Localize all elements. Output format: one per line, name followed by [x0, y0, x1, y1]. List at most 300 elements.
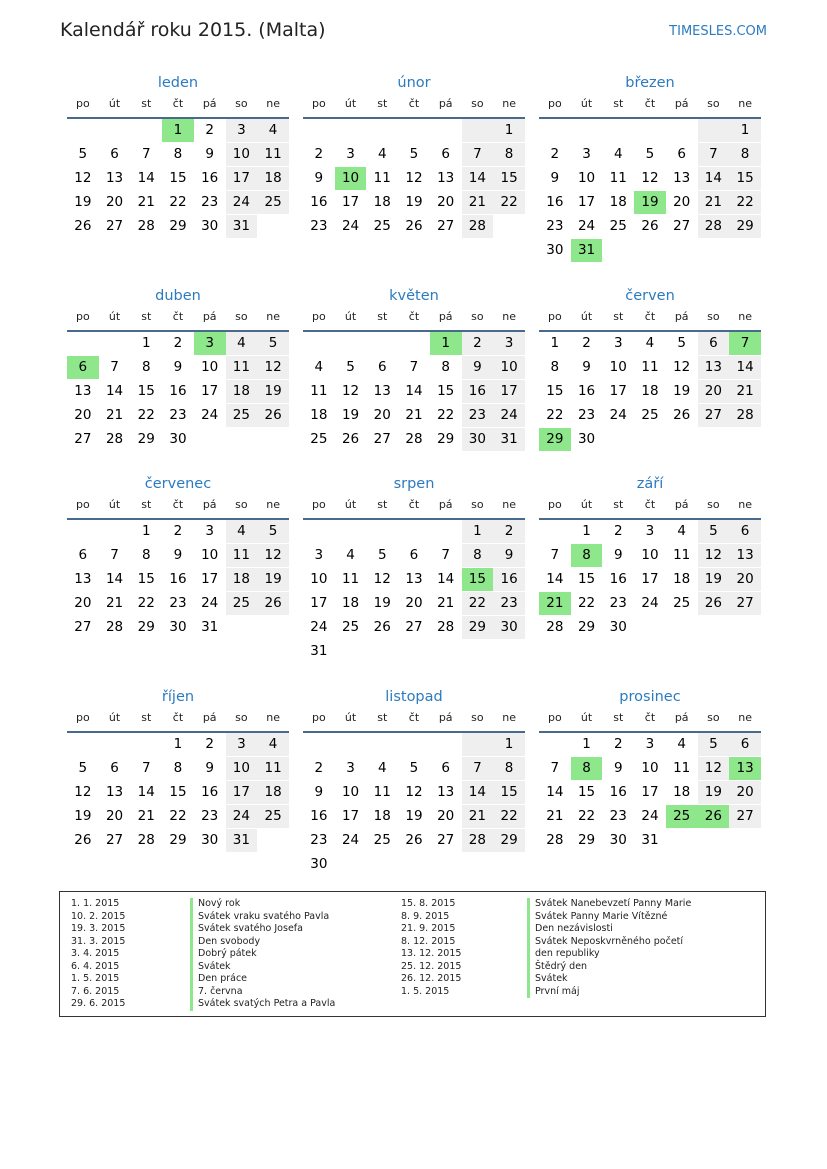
day-cell: 3: [613, 335, 623, 351]
weekday-label: pá: [202, 498, 217, 511]
weekday-label: út: [580, 498, 593, 511]
weekday-label: ne: [738, 711, 752, 724]
day-cell: 15: [137, 383, 155, 399]
day-cell: 2: [205, 736, 214, 752]
day-cell: 16: [609, 571, 627, 587]
day-cell: 9: [205, 760, 214, 776]
day-cell: 31: [641, 832, 659, 848]
weekday-label: pá: [438, 97, 453, 110]
day-cell: 2: [613, 523, 623, 539]
day-cell: 28: [698, 215, 730, 238]
day-cell: 17: [641, 784, 659, 800]
day-cell: 5: [645, 146, 655, 162]
day-cell: 4: [677, 523, 686, 539]
day-cell: 25: [373, 218, 391, 234]
day-cell: 5: [409, 146, 419, 162]
day-cell: 8: [173, 760, 183, 776]
day-cell: 29: [577, 832, 596, 848]
weekday-header: [539, 308, 761, 326]
holiday-day: 15: [462, 568, 494, 591]
day-cell: 12: [405, 784, 423, 800]
day-cell: 12: [74, 170, 92, 186]
day-cell: 24: [341, 832, 360, 848]
day-cell: 9: [205, 146, 214, 162]
day-cell: 24: [310, 619, 328, 635]
day-cell: 14: [105, 571, 124, 587]
day-cell: 13: [105, 784, 124, 800]
holiday-name: První máj: [535, 985, 580, 997]
day-cell: 28: [137, 218, 155, 234]
day-cell: 18: [310, 407, 328, 423]
day-cell: 28: [137, 832, 155, 848]
day-cell: 29: [462, 616, 494, 639]
weekday-label: čt: [408, 97, 420, 110]
day-cell: 7: [141, 760, 151, 776]
weekday-label: po: [311, 97, 326, 110]
weekday-header: [67, 308, 289, 326]
day-cell: 16: [493, 568, 525, 591]
day-cell: 2: [613, 736, 623, 752]
weekday-label: út: [580, 711, 593, 724]
weekday-label: čt: [408, 711, 420, 724]
day-cell: 14: [546, 571, 564, 587]
weekday-label: ne: [266, 310, 280, 323]
holiday-name: Svátek Neposkvrněného početí: [535, 935, 684, 947]
day-cell: 8: [493, 143, 525, 166]
day-cell: 18: [609, 194, 627, 210]
weekend-empty-cell: [462, 119, 494, 142]
day-cell: 28: [462, 829, 494, 852]
day-cell: 24: [201, 407, 219, 423]
month-name: květen: [389, 288, 439, 304]
day-cell: 19: [405, 808, 423, 824]
day-cell: 7: [441, 547, 450, 563]
day-cell: 26: [257, 592, 289, 615]
day-cell: 14: [137, 784, 155, 800]
day-cell: 7: [550, 547, 560, 563]
day-cell: 9: [550, 170, 560, 186]
day-cell: 7: [110, 547, 119, 563]
day-cell: 21: [462, 805, 494, 828]
day-cell: 11: [673, 547, 691, 563]
weekday-label: pá: [202, 711, 217, 724]
holiday-date: 29. 6. 2015: [71, 998, 126, 1009]
holiday-date: 19. 3. 2015: [71, 923, 126, 934]
day-cell: 20: [729, 568, 761, 591]
day-cell: 3: [346, 760, 355, 776]
holiday-day: 25: [666, 805, 698, 828]
weekday-label: út: [344, 97, 357, 110]
day-cell: 19: [257, 568, 289, 591]
weekday-label: út: [344, 310, 357, 323]
day-cell: 20: [437, 808, 455, 824]
weekday-label: st: [141, 97, 152, 110]
day-cell: 26: [74, 218, 92, 234]
day-cell: 8: [441, 359, 450, 375]
day-cell: 9: [314, 784, 324, 800]
weekday-label: so: [235, 97, 248, 110]
day-cell: 13: [698, 356, 730, 379]
day-cell: 24: [577, 218, 596, 234]
day-cell: 24: [201, 595, 219, 611]
day-cell: 11: [609, 170, 627, 186]
weekday-label: st: [377, 711, 388, 724]
holiday-date: 15. 8. 2015: [401, 898, 456, 909]
day-cell: 30: [609, 619, 627, 635]
weekday-label: so: [235, 310, 248, 323]
holiday-bar-right: [527, 898, 530, 998]
holiday-day: 1: [430, 332, 462, 355]
day-cell: 26: [373, 619, 391, 635]
month-name: leden: [157, 75, 199, 91]
day-cell: 7: [110, 359, 119, 375]
day-cell: 22: [169, 808, 187, 824]
weekday-label: po: [547, 498, 562, 511]
day-cell: 22: [493, 191, 525, 214]
day-cell: 28: [105, 431, 124, 447]
weekday-label: st: [377, 498, 388, 511]
day-cell: 4: [257, 119, 289, 142]
day-cell: 15: [577, 784, 596, 800]
holiday-date: 8. 12. 2015: [401, 935, 456, 947]
day-cell: 27: [729, 592, 761, 615]
day-cell: 1: [493, 119, 525, 142]
month-name: srpen: [393, 476, 435, 492]
day-cell: 8: [493, 757, 525, 780]
day-cell: 4: [377, 760, 387, 776]
day-cell: 14: [546, 784, 564, 800]
day-cell: 2: [493, 520, 525, 543]
holiday-name: Štědrý den: [535, 960, 588, 972]
day-cell: 4: [226, 332, 258, 355]
weekday-label: so: [471, 97, 484, 110]
day-cell: 8: [141, 547, 151, 563]
day-cell: 12: [698, 544, 730, 567]
weekday-label: po: [547, 711, 562, 724]
day-cell: 27: [74, 619, 92, 635]
day-cell: 12: [257, 356, 289, 379]
weekday-label: st: [141, 498, 152, 511]
holiday-day: 1: [162, 119, 194, 142]
day-cell: 7: [550, 760, 560, 776]
day-cell: 11: [310, 383, 328, 399]
day-cell: 12: [341, 383, 360, 399]
day-cell: 19: [373, 595, 391, 611]
day-cell: 18: [373, 194, 391, 210]
day-cell: 17: [577, 194, 596, 210]
day-cell: 23: [169, 595, 187, 611]
day-cell: 21: [105, 595, 124, 611]
day-cell: 11: [226, 544, 258, 567]
day-cell: 8: [729, 143, 761, 166]
weekday-header: [303, 308, 525, 326]
day-cell: 29: [493, 829, 525, 852]
day-cell: 9: [462, 356, 494, 379]
weekday-label: pá: [674, 498, 689, 511]
day-cell: 6: [441, 760, 450, 776]
day-cell: 19: [698, 568, 730, 591]
weekday-header: [303, 95, 525, 113]
day-cell: 23: [201, 194, 219, 210]
holiday-name: Svátek svatých Petra a Pavla: [198, 998, 336, 1009]
holiday-name: Nový rok: [198, 898, 241, 909]
day-cell: 13: [373, 383, 391, 399]
day-cell: 19: [74, 194, 92, 210]
weekday-label: po: [311, 711, 326, 724]
day-cell: 19: [257, 380, 289, 403]
day-cell: 5: [78, 760, 88, 776]
day-cell: 21: [437, 595, 455, 611]
day-cell: 16: [169, 383, 187, 399]
weekday-label: čt: [644, 498, 656, 511]
day-cell: 17: [226, 167, 258, 190]
month-name: červen: [625, 288, 675, 304]
weekday-label: čt: [644, 310, 656, 323]
holiday-name: Svátek Nanebevzetí Panny Marie: [535, 898, 692, 909]
day-cell: 1: [173, 736, 183, 752]
holiday-date: 6. 4. 2015: [71, 960, 120, 972]
day-cell: 11: [257, 143, 289, 166]
weekday-label: út: [580, 97, 593, 110]
day-cell: 11: [373, 170, 391, 186]
day-cell: 31: [310, 643, 328, 659]
day-cell: 30: [493, 616, 525, 639]
holiday-date: 1. 5. 2015: [71, 973, 120, 984]
holiday-date: 8. 9. 2015: [401, 910, 450, 922]
day-cell: 20: [74, 595, 92, 611]
day-cell: 14: [698, 167, 730, 190]
holiday-day: 8: [571, 757, 603, 780]
day-cell: 25: [226, 592, 258, 615]
holiday-name: den republiky: [535, 948, 600, 959]
day-cell: 18: [673, 571, 691, 587]
day-cell: 16: [310, 194, 328, 210]
holiday-name: Den práce: [198, 973, 248, 984]
day-cell: 11: [226, 356, 258, 379]
weekday-label: so: [471, 310, 484, 323]
holiday-day: 6: [67, 356, 99, 379]
weekday-label: pá: [438, 310, 453, 323]
weekday-label: pá: [202, 97, 217, 110]
holiday-dates-left: [71, 898, 125, 1011]
day-cell: 22: [437, 407, 455, 423]
day-cell: 5: [346, 359, 355, 375]
weekday-label: út: [344, 498, 357, 511]
holiday-name: 7. června: [198, 985, 243, 997]
day-cell: 21: [546, 808, 564, 824]
day-cell: 1: [729, 119, 761, 142]
day-cell: 12: [257, 544, 289, 567]
weekday-header: [67, 709, 289, 727]
holiday-day: 10: [335, 167, 367, 190]
day-cell: 27: [74, 431, 92, 447]
weekday-label: st: [141, 711, 152, 724]
day-cell: 23: [546, 218, 564, 234]
day-cell: 16: [609, 784, 627, 800]
holiday-name: Svátek Panny Marie Vítězné: [535, 910, 668, 922]
day-cell: 18: [341, 595, 360, 611]
day-cell: 11: [341, 571, 360, 587]
day-cell: 22: [493, 805, 525, 828]
day-cell: 21: [462, 191, 494, 214]
day-cell: 30: [462, 428, 494, 451]
day-cell: 26: [257, 404, 289, 427]
day-cell: 26: [641, 218, 659, 234]
day-cell: 28: [105, 619, 124, 635]
month-name: listopad: [385, 689, 443, 705]
holiday-date: 13. 12. 2015: [401, 948, 462, 959]
day-cell: 30: [201, 832, 219, 848]
day-cell: 22: [137, 595, 155, 611]
day-cell: 13: [437, 784, 455, 800]
weekday-header: [539, 95, 761, 113]
weekday-label: po: [311, 310, 326, 323]
holiday-date: 1. 1. 2015: [71, 898, 120, 909]
day-cell: 5: [677, 335, 686, 351]
day-cell: 22: [137, 407, 155, 423]
day-cell: 18: [257, 167, 289, 190]
day-cell: 22: [462, 592, 494, 615]
day-cell: 25: [341, 619, 360, 635]
day-cell: 10: [641, 760, 659, 776]
day-cell: 25: [310, 431, 328, 447]
day-cell: 6: [110, 760, 119, 776]
weekday-label: so: [707, 498, 720, 511]
holiday-day: 26: [698, 805, 730, 828]
day-cell: 15: [437, 383, 455, 399]
holiday-name: Den svobody: [198, 935, 261, 947]
day-cell: 5: [698, 520, 730, 543]
weekday-label: so: [471, 711, 484, 724]
holiday-date: 1. 5. 2015: [401, 985, 450, 997]
day-cell: 17: [493, 380, 525, 403]
day-cell: 15: [546, 383, 564, 399]
day-cell: 28: [729, 404, 761, 427]
weekday-label: po: [75, 310, 90, 323]
day-cell: 10: [493, 356, 525, 379]
holiday-name: Den nezávislosti: [535, 923, 613, 934]
day-cell: 30: [546, 242, 564, 258]
day-cell: 6: [409, 547, 419, 563]
day-cell: 13: [437, 170, 455, 186]
holiday-name: Svátek svatého Josefa: [198, 923, 303, 934]
day-cell: 28: [437, 619, 455, 635]
day-cell: 14: [137, 170, 155, 186]
holiday-day: 29: [539, 428, 571, 451]
day-cell: 20: [74, 407, 92, 423]
day-cell: 15: [577, 571, 596, 587]
weekday-label: út: [108, 498, 121, 511]
day-cell: 10: [310, 571, 328, 587]
weekday-label: út: [344, 711, 357, 724]
day-cell: 26: [74, 832, 92, 848]
holiday-date: 3. 4. 2015: [71, 948, 120, 959]
weekday-label: čt: [172, 711, 184, 724]
day-cell: 20: [729, 781, 761, 804]
day-cell: 23: [462, 404, 494, 427]
day-cell: 17: [226, 781, 258, 804]
day-cell: 17: [341, 808, 360, 824]
day-cell: 1: [550, 335, 560, 351]
weekday-label: ne: [266, 711, 280, 724]
day-cell: 8: [141, 359, 151, 375]
day-cell: 6: [698, 332, 730, 355]
weekday-label: st: [613, 97, 624, 110]
day-cell: 16: [169, 571, 187, 587]
weekday-label: po: [547, 310, 562, 323]
weekday-label: út: [108, 310, 121, 323]
day-cell: 4: [314, 359, 324, 375]
weekday-label: so: [235, 498, 248, 511]
day-cell: 2: [550, 146, 560, 162]
day-cell: 1: [582, 523, 591, 539]
day-cell: 20: [698, 380, 730, 403]
day-cell: 20: [673, 194, 691, 210]
weekday-header: [67, 95, 289, 113]
day-cell: 5: [257, 520, 289, 543]
weekday-header: [303, 709, 525, 727]
day-cell: 7: [698, 143, 730, 166]
day-cell: 29: [577, 619, 596, 635]
holiday-names-right: [535, 898, 691, 998]
day-cell: 18: [373, 808, 391, 824]
day-cell: 6: [729, 733, 761, 756]
day-cell: 9: [173, 547, 183, 563]
day-cell: 24: [641, 808, 659, 824]
weekday-label: čt: [644, 711, 656, 724]
day-cell: 20: [105, 194, 124, 210]
day-cell: 10: [609, 359, 627, 375]
day-cell: 12: [673, 359, 691, 375]
month-name: říjen: [161, 689, 195, 705]
day-cell: 4: [346, 547, 355, 563]
day-cell: 23: [609, 595, 627, 611]
weekday-label: pá: [438, 498, 453, 511]
day-cell: 17: [310, 595, 328, 611]
site-link[interactable]: TIMESLES.COM: [669, 24, 767, 39]
day-cell: 19: [74, 808, 92, 824]
day-cell: 6: [441, 146, 450, 162]
day-cell: 21: [137, 808, 155, 824]
weekday-label: so: [707, 310, 720, 323]
day-cell: 14: [105, 383, 124, 399]
day-cell: 1: [141, 335, 151, 351]
weekday-label: st: [613, 310, 624, 323]
day-cell: 15: [493, 167, 525, 190]
day-cell: 20: [105, 808, 124, 824]
day-cell: 3: [493, 332, 525, 355]
weekday-label: ne: [738, 310, 752, 323]
day-cell: 22: [546, 407, 564, 423]
day-cell: 5: [377, 547, 387, 563]
day-cell: 27: [437, 832, 455, 848]
day-cell: 27: [105, 832, 124, 848]
day-cell: 28: [546, 619, 564, 635]
day-cell: 16: [546, 194, 564, 210]
holiday-day: 3: [194, 332, 226, 355]
day-cell: 17: [201, 571, 219, 587]
holiday-list: [59, 891, 766, 1017]
weekday-label: ne: [502, 498, 516, 511]
holiday-day: 13: [729, 757, 761, 780]
weekday-label: ne: [502, 97, 516, 110]
day-cell: 24: [226, 191, 258, 214]
holiday-bar-left: [190, 898, 193, 1011]
day-cell: 9: [582, 359, 591, 375]
holiday-date: 26. 12. 2015: [401, 973, 462, 984]
day-cell: 17: [341, 194, 360, 210]
day-cell: 3: [226, 733, 258, 756]
